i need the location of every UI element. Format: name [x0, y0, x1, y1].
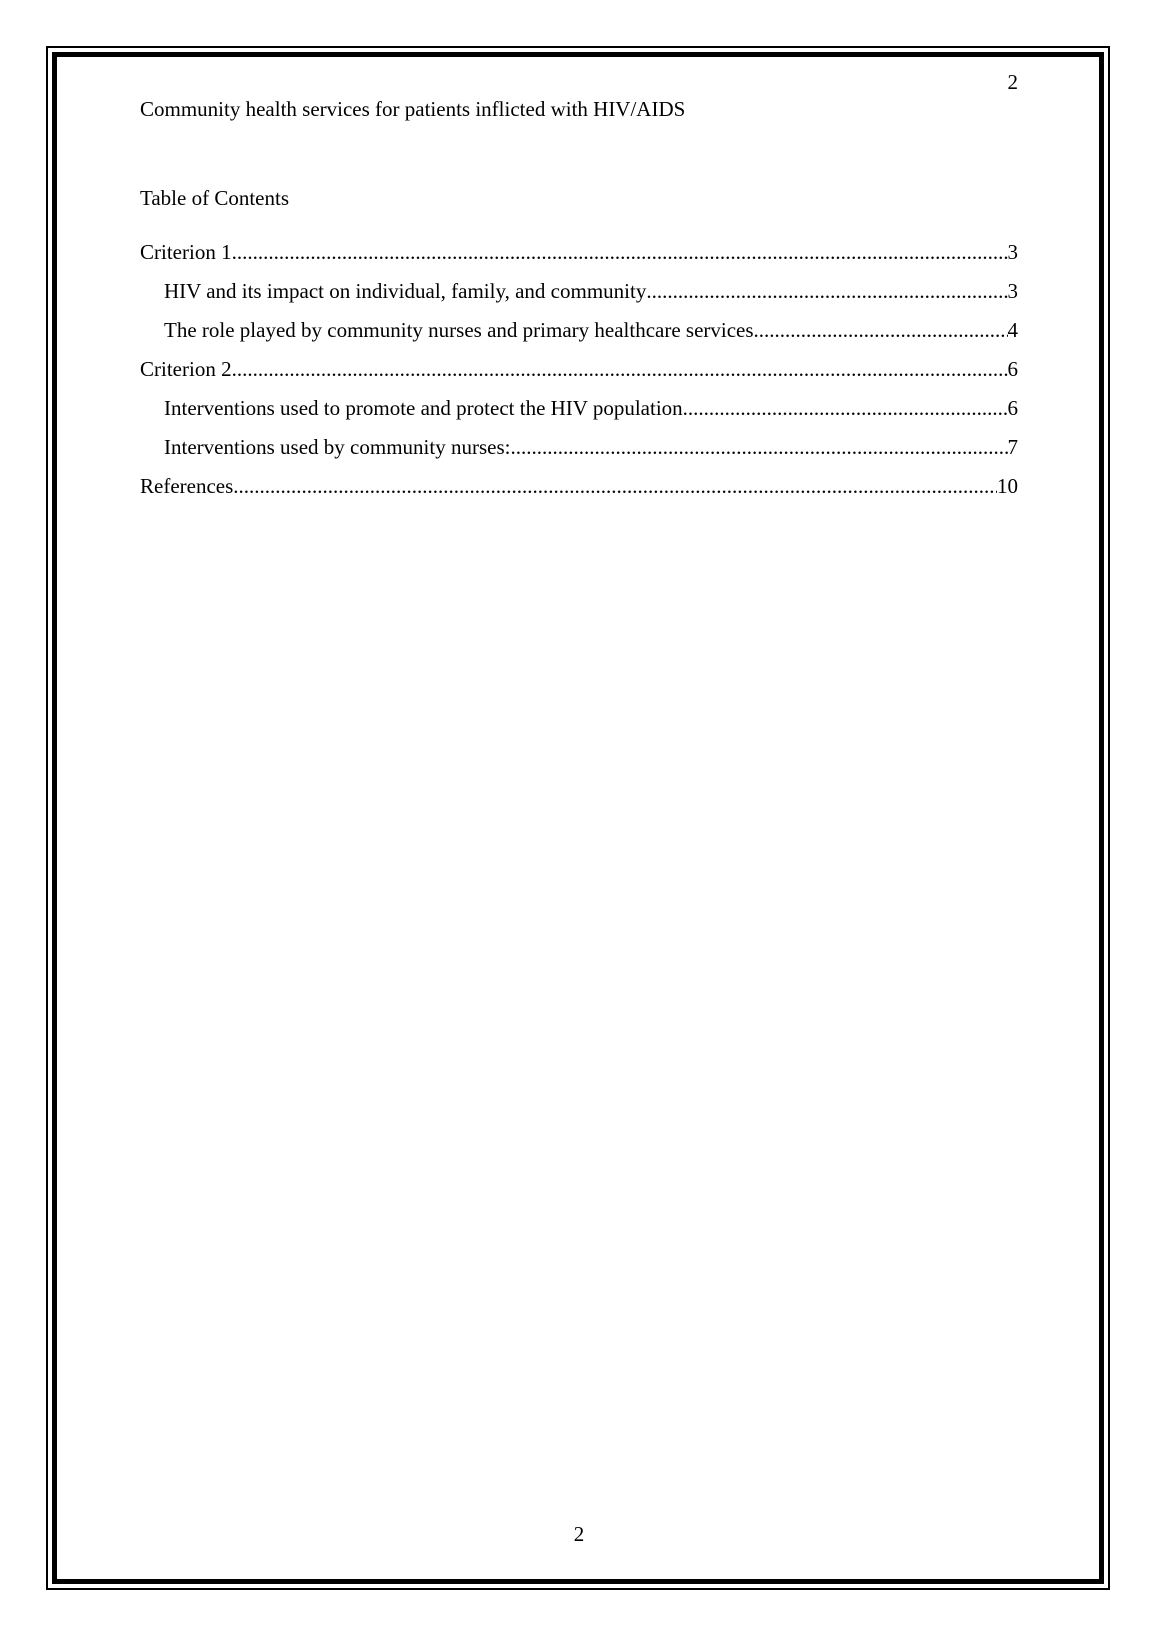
- toc-entry-label: HIV and its impact on individual, family, and community: [164, 279, 647, 303]
- toc-entry-page: 4: [1007, 318, 1018, 342]
- toc-dot-leader: [232, 240, 1008, 264]
- toc-entry-label: Interventions used by community nurses:: [164, 435, 511, 459]
- toc-dot-leader: [754, 318, 1008, 342]
- toc-entry-page: 3: [1007, 240, 1018, 264]
- toc-entry-role-of-nurses[interactable]: [140, 318, 1018, 357]
- toc-entry-references[interactable]: [140, 474, 1018, 513]
- toc-entry-label: References: [140, 474, 234, 498]
- toc-heading: Table of Contents: [140, 186, 289, 210]
- toc-entry-interventions-promote[interactable]: [140, 396, 1018, 435]
- toc-dot-leader: [683, 396, 1008, 420]
- toc-dot-leader: [232, 357, 1008, 381]
- toc-dot-leader: [510, 435, 1007, 459]
- toc-entry-hiv-impact[interactable]: [140, 279, 1018, 318]
- toc-entry-label: Criterion 2: [140, 357, 232, 381]
- toc-entry-page: 3: [1007, 279, 1018, 303]
- toc-entry-page: 6: [1007, 357, 1018, 381]
- toc-dot-leader: [233, 474, 997, 498]
- toc-entry-page: 10: [997, 474, 1018, 498]
- running-title: Community health services for patients inflicted with HIV/AIDS: [140, 97, 686, 121]
- toc-entry-criterion-1[interactable]: [140, 240, 1018, 279]
- footer-page-number: 2: [573, 1522, 585, 1546]
- toc-dot-leader: [646, 279, 1007, 303]
- toc-entry-label: The role played by community nurses and primary healthcare services: [164, 318, 754, 342]
- toc-entry-label: Interventions used to promote and protect the HIV population: [164, 396, 683, 420]
- toc-entry-interventions-nurses[interactable]: [140, 435, 1018, 474]
- toc-entry-page: 6: [1007, 396, 1018, 420]
- toc-entry-criterion-2[interactable]: [140, 357, 1018, 396]
- header-page-number: 2: [1007, 70, 1018, 94]
- toc-entry-page: 7: [1007, 435, 1018, 459]
- table-of-contents: [140, 240, 1018, 513]
- toc-entry-label: Criterion 1: [140, 240, 232, 264]
